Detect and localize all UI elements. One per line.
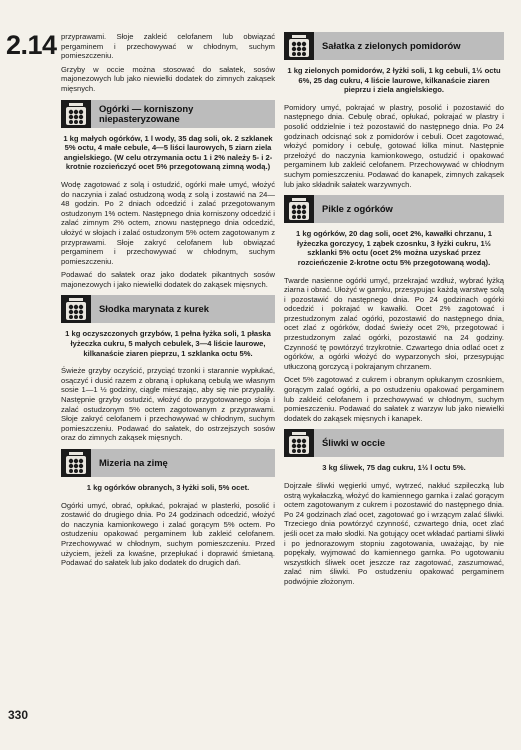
recipe-title: Sałatka z zielonych pomidorów: [314, 32, 504, 60]
jar-icon: [61, 449, 91, 477]
recipe-ingredients: 1 kg ogórków, 20 dag soli, ocet 2%, kawałki chrzanu, 1 łyżeczka gorczycy, 1 ząbek czosnku, 3 łyżki cukru, 1½ szklanki 5% octu (ocet 2% można uzyskać przez rozcieńczenie 2-krotne octu 5% przegotowaną wodą).: [296, 229, 492, 267]
jar-icon: [61, 295, 91, 323]
intro-paragraph: przyprawami. Słoje zakleić celofanem lub obwiązać pergaminem i przechowywać w chłodnym, suchym pomieszczeniu.: [61, 32, 275, 61]
page-number: 330: [8, 708, 29, 722]
recipe-header: [61, 100, 275, 128]
recipe-ingredients: 1 kg zielonych pomidorów, 2 łyżki soli, 1 kg cebuli, 1½ octu 6%, 25 dag cukru, 4 liście laurowe, kilkanaście ziaren pieprzu i ziela angielskiego.: [287, 66, 501, 95]
recipe-paragraph: Ocet 5% zagotować z cukrem i obranym opłukanym czosnkiem, gorącym zalać ogórki, a po ostudzeniu opakować pergaminem lub zakleić celofanem i przechowywać w chłodnym, suchym pomieszczeniu. Podawać do sałatek z warzyw lub jako niewielki dodatek do zakąsek mięsnych i kanapek.: [284, 375, 504, 423]
recipe-title: Ogórki — korniszony niepasteryzowane: [91, 100, 275, 128]
recipe-title: Pikle z ogórków: [314, 195, 504, 223]
recipe-paragraph: Ogórki umyć, obrać, opłukać, pokrajać w plasterki, posolić i zostawić do drugiego dnia. Po 24 godzinach odcedzić, włożyć do naczynia kamionkowego i zalać gorącym 5% octem. Po ostudzeniu opakować pergaminem lub zakleić celofanem. Przechowywać w chłodnym, suchym pomieszczeniu. Przed użyciem, jeżeli za kwaśne, przepłukać i doprawić śmietaną. Podawać do sałatek lub jako dodatek do drugich dań.: [61, 500, 275, 568]
intro-paragraph: Grzyby w occie można stosować do sałatek, sosów majonezowych lub jako niewielki dodatek do zimnych zakąsek mięsnych.: [61, 64, 275, 93]
jar-icon: [61, 100, 91, 128]
recipe-ingredients: 1 kg ogórków obranych, 3 łyżki soli, 5% ocet.: [86, 483, 250, 492]
right-column: [284, 32, 504, 744]
recipe-paragraph: Podawać do sałatek oraz jako dodatek pikantnych sosów majonezowych i jako niewielki dodatek do zakąsek mięsnych.: [61, 270, 275, 289]
recipe-paragraph: Twarde nasienne ogórki umyć, przekrajać wzdłuż, wybrać łyżką ziarna i obrać. Ułożyć w garnku, przesypując każdą warstwę solą i pozostawić do następnego dnia. Po 24 godzinach ogórki odcedzić i pokrajać w kawałki. Ocet 2% zagotować i przestudzonym zalać ogórki, pozostawić do następnego dnia, ocet zlać z ogórków, dodać świeży ocet 2%, przegotować i przestudzonym zalać ogórki, pozostawić na 24 godziny. Czynność tę powtórzyć trzykrotnie. Czwartego dnia odlać ocet z ogórków, a ogórki włożyć do wyparzonych słoi, przesypując utłuczoną gorczycą i pokrajanym chrzanem.: [284, 275, 504, 371]
recipe-pikle: [284, 195, 504, 423]
recipe-title: Śliwki w occie: [314, 429, 504, 457]
recipe-ingredients: 1 kg małych ogórków, 1 l wody, 35 dag soli, ok. 2 szklanek 5% octu, 4 małe cebule, 4—5 liści laurowych, 5 ziarn ziela angielskiego. (W celu otrzymania octu 1 i 2% należy 5- i 2-krotnie rozcieńczyć ocet 5% przegotowaną zimną wodą.): [63, 133, 273, 172]
recipe-sliwki: [284, 429, 504, 586]
section-number: 2.14: [6, 30, 57, 60]
recipe-ingredients: 3 kg śliwek, 75 dag cukru, 1½ l octu 5%.: [322, 463, 466, 473]
jar-icon: [284, 195, 314, 223]
recipe-ingredients: 1 kg oczyszczonych grzybów, 1 pełna łyżka soli, 1 płaska łyżeczka cukru, 5 małych cebulek, 3—4 liście laurowe, kilkanaście ziaren pieprzu, 1 szklanka octu 5%.: [65, 329, 271, 358]
recipe-header: [284, 429, 504, 457]
recipe-paragraph: Wodę zagotować z solą i ostudzić, ogórki małe umyć, włożyć do naczynia i zalać ostudzoną wodą z solą i zostawić na 24—48 godzin. Po 2 dniach odcedzić i zalać przegotowanym ostudzonym 1% octem. Następnego dnia korniszony odcedzić i zalać zimnym 2% octem, znowu następnego dnia odcedzić, ułożyć w słojach i zalać ostudzonym 5% octem zagotowanym z przyprawami. Słoje zakryć celofanem lub obwiązać pergaminem i przechowywać w chłodnym, suchym pomieszczeniu.: [61, 179, 275, 266]
recipe-header: [284, 32, 504, 60]
jar-icon: [284, 32, 314, 60]
left-column: [61, 32, 275, 722]
recipe-mizeria: [61, 449, 275, 568]
recipe-header: [284, 195, 504, 223]
recipe-header: [61, 449, 275, 477]
recipe-salatka-pomidory: [284, 32, 504, 189]
recipe-korniszony: [61, 100, 275, 290]
recipe-paragraph: Pomidory umyć, pokrajać w plastry, posolić i pozostawić do następnego dnia. Cebulę obrać, opłukać, pokrajać w plastry i posolić oddzielnie i też pozostawić do następnego dnia. Po 24 godzinach odcisnąć sok z pomidorów i cebuli. Ocet zagotować, włożyć pomidory i cebulę, gotować kilka minut. Następnie przełożyć do naczynia kamionkowego, ostudzić i opakować pergaminem lub zakleić celofanem. Przechowywać w chłodnym suchym pomieszczeniu. Podawać do kanapek, zimnych zakąsek lub jako składnik sałatek warzywnych.: [284, 102, 504, 189]
recipe-title: Słodka marynata z kurek: [91, 295, 275, 323]
recipe-paragraph: Świeże grzyby oczyścić, przyciąć trzonki i starannie wypłukać, osączyć i dusić razem z obraną i opłukaną cebulą we własnym sosie 1—1 ½ godziny, ciągle mieszając, aby się nie przypaliły. Następnie grzyby ostudzić, włożyć do przygotowanego słoja i zalać ostudzonym 5% octem zagotowanym z przyprawami. Słoje zakryć celofanem i przechowywać w chłodnym, suchym pomieszczeniu. Podawać do sałatek, do ostrzejszych sosów oraz do zimnych zakąsek mięsnych.: [61, 366, 275, 443]
recipe-header: [61, 295, 275, 323]
jar-icon: [284, 429, 314, 457]
recipe-title: Mizeria na zimę: [91, 449, 275, 477]
recipe-slodka-marynata: [61, 295, 275, 443]
recipe-paragraph: Dojrzałe śliwki węgierki umyć, wytrzeć, nakłuć szpileczką lub ostrą wykałaczką, włożyć do kamiennego garnka i zalać gorącym octem zagotowanym z cukrem i pozostawić do następnego dnia. Po 24 godzinach zlać ocet, zagotować go i wrzącym zalać śliwki. Trzeciego dnia powtórzyć czynność, czwartego dnia, ocet zlać jeśli ocet za mało słodki. Na gotujący ocet wkładać partiami śliwki i po jednorazowym stopniu zagotowania, uważając, by nie popękały, wyjmować do kamiennego garnka. Po ugotowaniu wszystkich śliwek ocet jeszcze raz zagotować, zaszumować, zalać nim śliwki. Po ostudzeniu opakować pergaminem podwójnie złożonym.: [284, 481, 504, 586]
